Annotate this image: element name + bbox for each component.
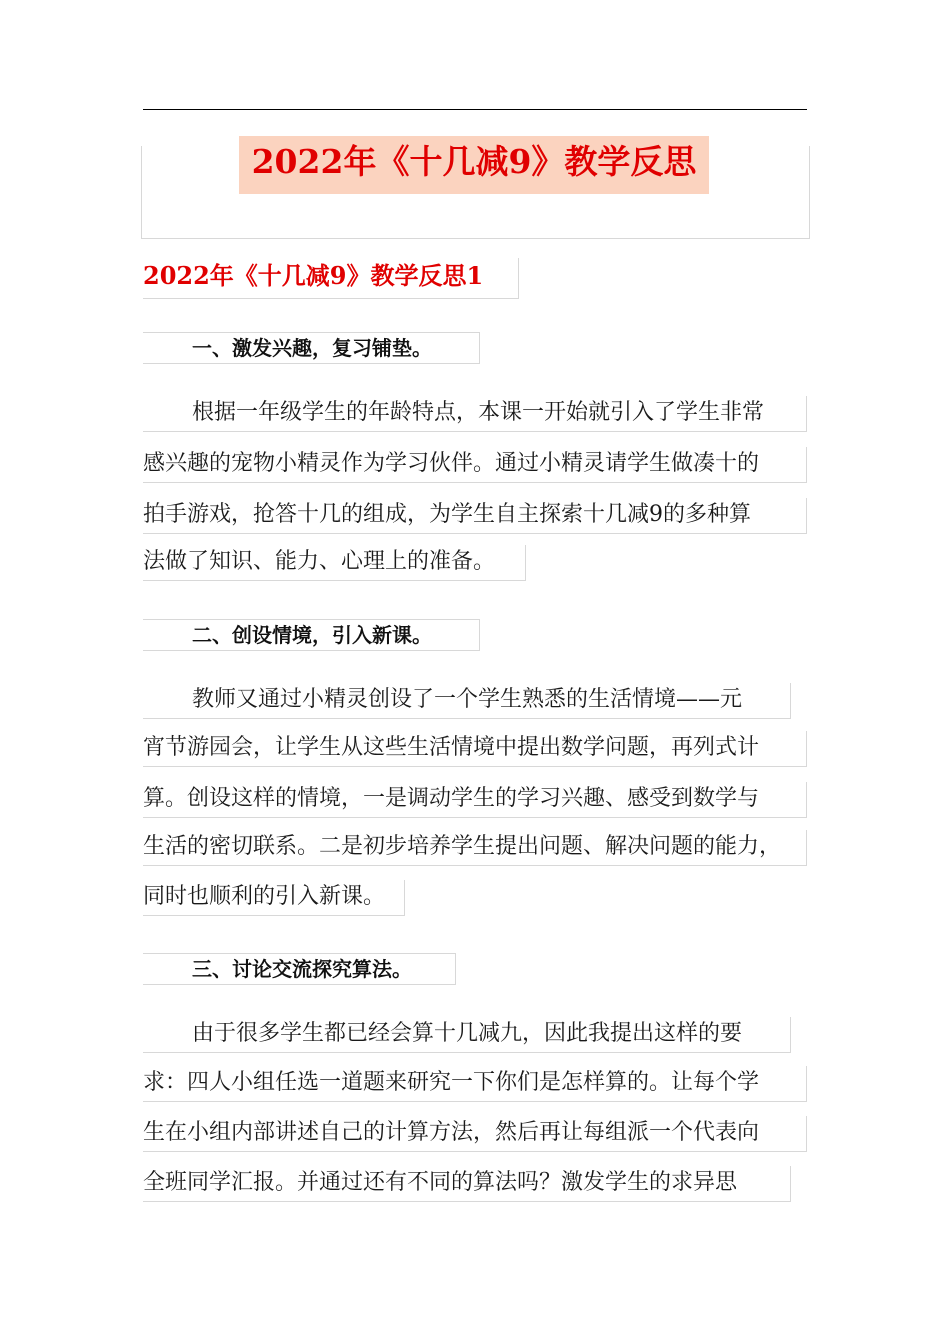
paragraph-line: 算。创设这样的情境，一是调动学生的学习兴趣、感受到数学与 [143, 782, 807, 818]
paragraph-line: 全班同学汇报。并通过还有不同的算法吗？激发学生的求异思 [143, 1166, 791, 1202]
paragraph-line: 感兴趣的宠物小精灵作为学习伙伴。通过小精灵请学生做凑十的 [143, 447, 807, 483]
paragraph-line: 拍手游戏，抢答十几的组成，为学生自主探索十几减9的多种算 [143, 498, 807, 534]
section-heading-2: 二、创设情境，引入新课。 [143, 619, 480, 651]
paragraph-line: 生活的密切联系。二是初步培养学生提出问题、解决问题的能力， [143, 830, 807, 866]
paragraph-line: 根据一年级学生的年龄特点，本课一开始就引入了学生非常 [143, 396, 807, 432]
paragraph-line: 法做了知识、能力、心理上的准备。 [143, 545, 526, 581]
subtitle-heading: 2022年《十几减9》教学反思1 [143, 258, 519, 299]
paragraph-line: 由于很多学生都已经会算十几减九，因此我提出这样的要 [143, 1017, 791, 1053]
document-title: 2022年《十几减9》教学反思 [239, 136, 709, 194]
section-heading-1: 一、激发兴趣，复习铺垫。 [143, 332, 480, 364]
paragraph-line: 求：四人小组任选一道题来研究一下你们是怎样算的。让每个学 [143, 1066, 807, 1102]
section-heading-3: 三、讨论交流探究算法。 [143, 953, 456, 985]
paragraph-line: 同时也顺利的引入新课。 [143, 880, 405, 916]
paragraph-line: 宵节游园会，让学生从这些生活情境中提出数学问题，再列式计 [143, 731, 807, 767]
paragraph-line: 生在小组内部讲述自己的计算方法，然后再让每组派一个代表向 [143, 1116, 807, 1152]
header-rule [143, 109, 807, 110]
paragraph-line: 教师又通过小精灵创设了一个学生熟悉的生活情境——元 [143, 683, 791, 719]
